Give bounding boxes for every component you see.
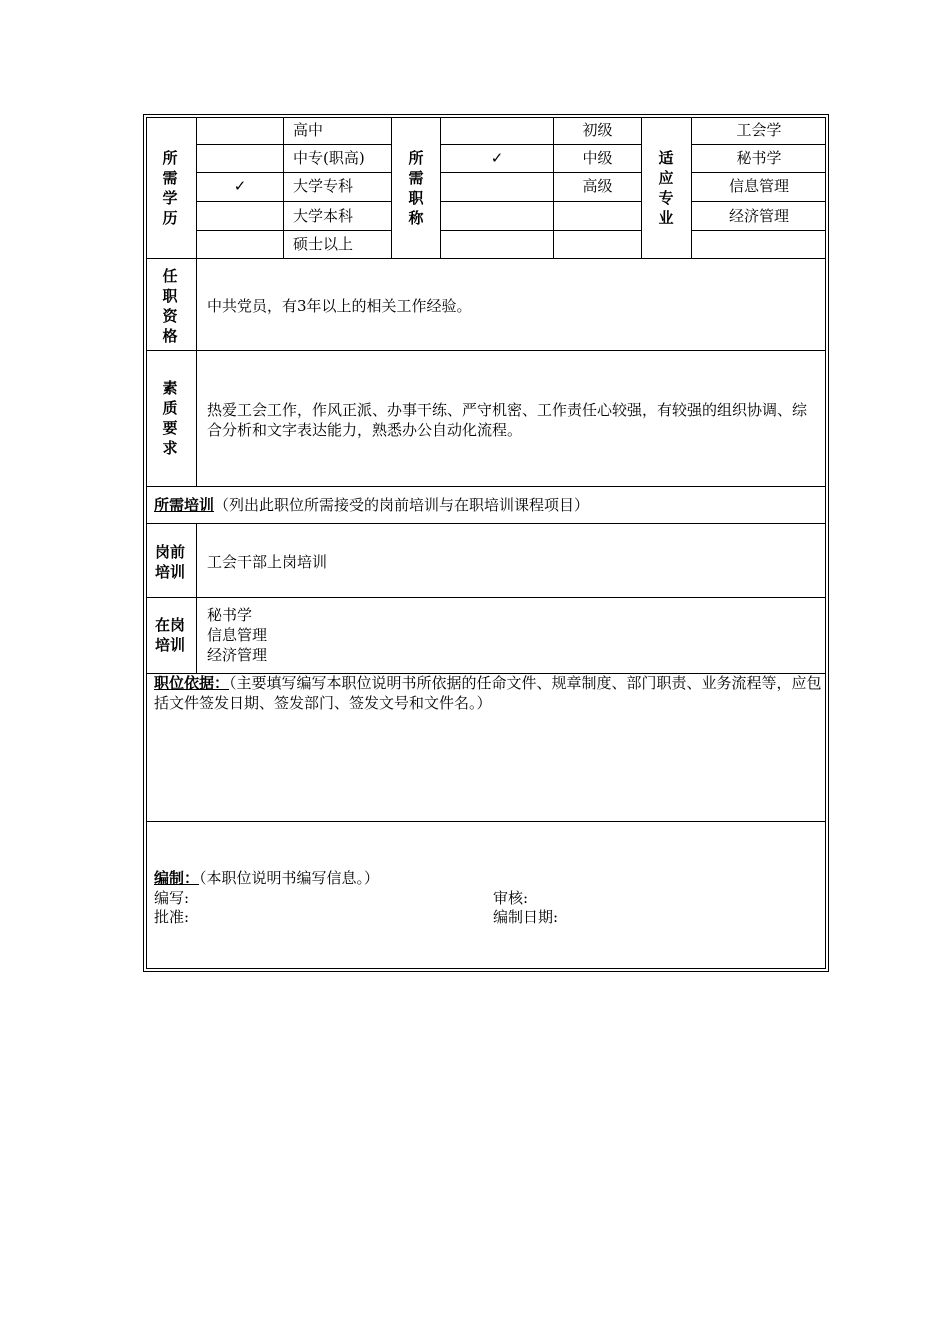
grid-line (691, 144, 826, 145)
form-inner-border (146, 117, 826, 969)
grid-line (440, 201, 641, 202)
grid-line (691, 230, 826, 231)
grid-line (440, 230, 641, 231)
on-training-item-2: 经济管理 (207, 646, 268, 664)
section-divider (146, 258, 826, 259)
grid-line (440, 172, 641, 173)
grid-line (196, 201, 391, 202)
grid-line (196, 230, 391, 231)
section-divider (146, 597, 826, 598)
compile-date: 编制日期: (493, 908, 559, 926)
education-option-0: 高中 (293, 121, 324, 139)
compile-heading-row (154, 868, 379, 888)
section-divider (146, 523, 826, 524)
education-check-2: ✓ (233, 177, 247, 195)
on-training-item-1: 信息管理 (207, 626, 268, 644)
education-option-1: 中专(职高) (293, 149, 365, 167)
section-divider (146, 486, 826, 487)
title-level-label: 所需职称 (408, 149, 424, 227)
qualification-label: 任职资格 (162, 267, 178, 345)
major-item-2: 信息管理 (728, 177, 789, 195)
education-option-4: 硕士以上 (293, 235, 354, 253)
grid-line (196, 144, 391, 145)
quality-text: 热爱工会工作，作风正派、办事干练、严守机密、工作责任心较强，有较强的组织协调、综合分析和文字表达能力，熟悉办公自动化流程。 (207, 401, 808, 439)
education-option-3: 大学本科 (293, 207, 354, 225)
education-option-2: 大学专科 (293, 177, 354, 195)
pre-training-text: 工会干部上岗培训 (207, 553, 328, 571)
grid-line (691, 201, 826, 202)
compile-heading: 编制： (154, 869, 200, 887)
compile-approver: 批准: (154, 908, 190, 926)
grid-line (440, 117, 441, 258)
quality-label: 素质要求 (162, 379, 178, 457)
title-option-2: 高级 (582, 177, 613, 195)
grid-line (196, 258, 197, 351)
grid-line (196, 172, 391, 173)
grid-line (196, 350, 197, 486)
basis-block (154, 673, 822, 713)
major-item-1: 秘书学 (736, 149, 782, 167)
major-item-3: 经济管理 (728, 207, 789, 225)
grid-line (440, 144, 641, 145)
majors-label: 适应专业 (658, 149, 674, 227)
title-option-1: 中级 (582, 149, 613, 167)
compile-reviewer: 审核: (493, 889, 529, 907)
training-heading: 所需培训 (154, 496, 215, 514)
pre-training-label: 岗前培训 (154, 543, 185, 581)
on-training-item-0: 秘书学 (207, 606, 253, 624)
grid-line (691, 172, 826, 173)
compile-note: （本职位说明书编写信息。） (199, 869, 380, 887)
section-divider (146, 821, 826, 822)
basis-heading: 职位依据： (154, 674, 230, 692)
training-heading-row (154, 495, 589, 515)
section-divider (146, 350, 826, 351)
compile-writer: 编写: (154, 889, 190, 907)
title-check-1: ✓ (490, 149, 504, 167)
title-option-0: 初级 (582, 121, 613, 139)
training-note: （列出此职位所需接受的岗前培训与在职培训课程项目） (214, 496, 590, 514)
qualification-text: 中共党员，有3年以上的相关工作经验。 (207, 297, 472, 315)
on-training-label: 在岗培训 (154, 616, 185, 654)
education-label: 所需学历 (162, 149, 178, 227)
grid-line (196, 523, 197, 674)
major-item-0: 工会学 (736, 121, 782, 139)
grid-line (391, 117, 392, 258)
basis-note: （主要填写编写本职位说明书所依据的任命文件、规章制度、部门职责、业务流程等，应包括文件签发日期、签发部门、签发文号和文件名。） (154, 674, 822, 712)
